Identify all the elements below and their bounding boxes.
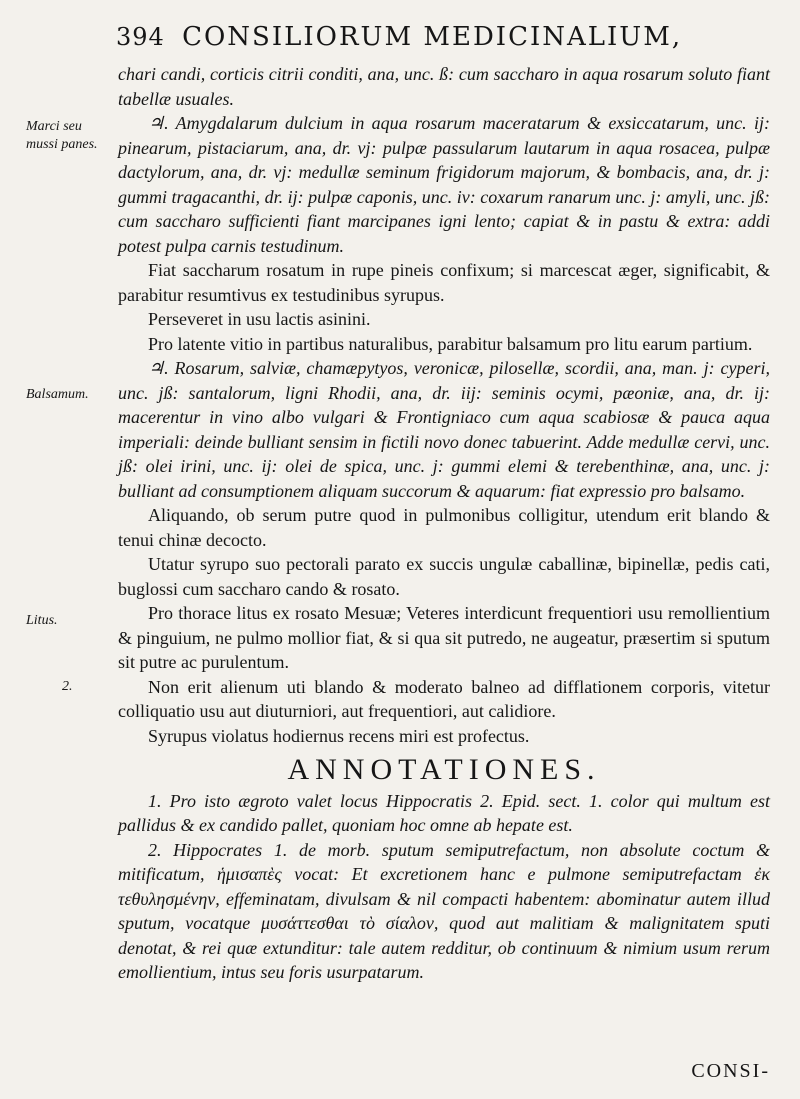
paragraph: Non erit alienum uti blando & moderato balneo ad difflationem corporis, vitetur colliquatio usu aut diuturniori, aut frequentiori, aut calidiore. xyxy=(118,676,770,721)
annotation-item: 2. Hippocrates 1. de morb. sputum semiputrefactum, non absolute coctum & mitificatum, ἡμισαπὲς vocat: Et excretionem hanc e pulmone semiputrefactam ἐκ τεθυλησμένην, effeminatam, divulsam & nil compacti habentem: abominatur autem illud sputum, vocatque μυσάττεσθαι τὸ σίαλον, quod aut malitiam & malignitatem sputi denotat, & rei quæ extunditur: tale autem redditur, ob continuum & nimium usum rerum emollientium, intus seu foris usurpatarum. xyxy=(118,839,770,982)
main-text xyxy=(118,62,770,985)
annotation-item: 1. Pro isto ægroto valet locus Hippocratis 2. Epid. sect. 1. color qui multum est pallidus & ex candido pallet, quoniam hoc omne ab hepate est. xyxy=(118,790,770,835)
paragraph: Aliquando, ob serum putre quod in pulmonibus colligitur, utendum erit blando & tenui chinæ decocto. xyxy=(118,505,770,550)
running-title: CONSILIORUM MEDICINALIUM, xyxy=(182,22,683,52)
paragraph: chari candi, corticis citrii conditi, ana, unc. ß: cum saccharo in aqua rosarum soluto fiant tabellæ usuales. xyxy=(118,64,770,109)
running-header xyxy=(116,22,716,52)
paragraph: Pro latente vitio in partibus naturalibus, parabitur balsamum pro litu earum partium. xyxy=(148,333,753,354)
margin-note-marcipanes: Marci seu mussi panes. xyxy=(26,119,98,152)
paragraph: Fiat saccharum rosatum in rupe pineis confixum; si marcescat æger, significabit, & parabitur resumtivus ex testudinibus syrupus. xyxy=(118,260,770,305)
prescription-paragraph: ♃. Amygdalarum dulcium in aqua rosarum maceratarum & exsiccatarum, unc. ij: pinearum, pistaciarum, ana, dr. vj: pulpæ passularum lautarum in aqua rosacea, pulpæ dactylorum, ana, dr. vj: medullæ seminum frigidorum majorum, & bombacis, ana, dr. j: gummi tragacanthi, dr. ij: pulpæ caponis, unc. iv: coxarum ranarum unc. j: amyli, unc. jß: cum saccharo sufficienti fiant marcipanes igni lento; capiat & in pastu & extra: addi potest pulpa carnis testudinum. xyxy=(118,113,770,256)
prescription-paragraph: ♃. Rosarum, salviæ, chamæpytyos, veronicæ, pilosellæ, scordii, ana, man. j: cyperi, unc. jß: santalorum, ligni Rhodii, ana, dr. iij: seminis ocymi, pæoniæ, ana, dr. ij: macerentur in vino albo vulgari & Frontigniaco cum aqua scabiosæ & pauca aqua imperiali: deinde bulliant sensim in fictili novo donec tabuerint. Adde medullæ cervi, unc. jß: olei irini, unc. ij: olei de spica, unc. j: gummi elemi & terebenthinæ, ana, unc. j: bulliant ad consumptionem aliquam succorum & aquarum: fiat expressio pro balsamo. xyxy=(118,358,770,501)
paragraph: Utatur syrupo suo pectorali parato ex succis ungulæ caballinæ, bipinellæ, pedis cati, buglossi cum saccharo cando & rosato. xyxy=(118,554,770,599)
paragraph: Perseveret in usu lactis asinini. xyxy=(148,309,371,329)
margin-note-litus: Litus. xyxy=(26,613,58,628)
catchword: CONSI- xyxy=(691,1060,770,1082)
annotations-heading: ANNOTATIONES. xyxy=(287,753,601,786)
margin-note-balsamum: Balsamum. xyxy=(26,387,89,402)
margin-note-2: 2. xyxy=(62,679,73,694)
paragraph: Pro thorace litus ex rosato Mesuæ; Veteres interdicunt frequentiori usu remollientium & pinguium, ne pulmo mollior fiat, & si qua sit putredo, ne augeatur, præsertim si sputum sit putre ac purulentum. xyxy=(118,603,770,672)
page-number: 394 xyxy=(116,23,165,51)
paragraph: Syrupus violatus hodiernus recens miri est profectus. xyxy=(148,725,530,746)
